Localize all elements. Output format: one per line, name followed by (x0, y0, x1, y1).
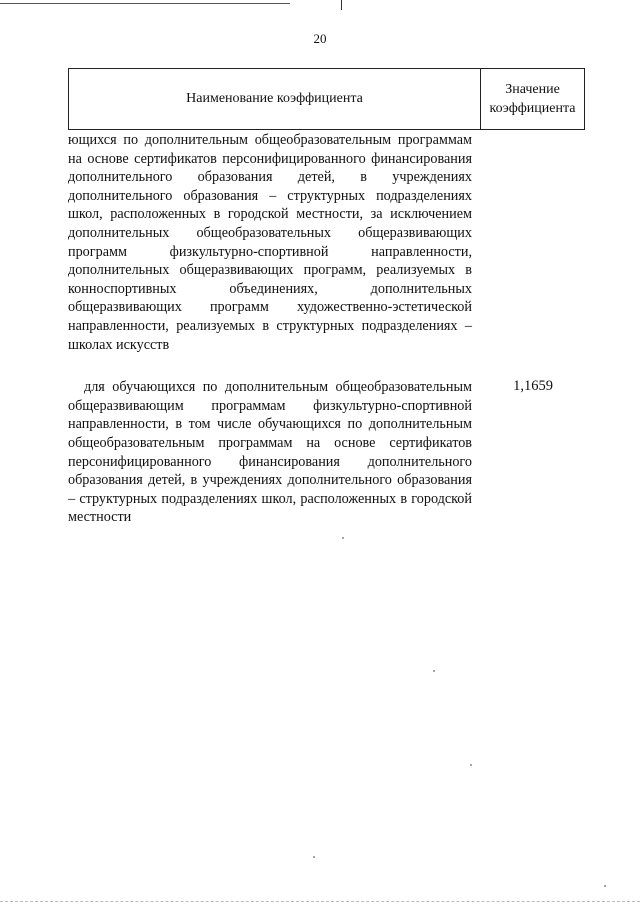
scan-speck (313, 856, 315, 858)
bottom-edge-line (0, 901, 640, 902)
top-edge-mark (341, 0, 342, 10)
table-row (68, 378, 585, 527)
coefficient-table (68, 68, 585, 527)
header-value-cell: Значение коэффициента (489, 82, 576, 116)
coefficient-description: для обучающихся по дополнительным общеобразовательным общеразвивающим программам физкультурно-спортивной направленности, в том числе обучающихся по дополнительным общеобразовательным программам на основе сертификатов персонифицированного финансирования дополнительного образования детей, в учреждениях дополнительного образования – структурных подразделениях школ, расположенных в городской местности (68, 379, 472, 526)
page-number: 20 (313, 31, 327, 46)
table-header (68, 68, 585, 130)
scan-speck (433, 670, 435, 672)
header-name-cell: Наименование коэффициента (69, 69, 481, 129)
table-row (68, 130, 585, 354)
coefficient-value (472, 130, 585, 354)
coefficient-description: ющихся по дополнительным общеобразовательным программам на основе сертификатов персонифицированного финансирования дополнительного образования детей, в учреждениях дополнительного образования – структурных подразделениях школ, расположенных в городской местности, за исключением дополнительных общеобразовательных общеразвивающих программ физкультурно-спортивной направленности, дополнительных общеразвивающих программ, реализуемых в конноспортивных объединениях, дополнительных общеразвивающих программ художественно-эстетической направленности, реализуемых в структурных подразделениях – школах искусств (68, 132, 472, 353)
top-edge-line (0, 3, 290, 4)
coefficient-value: 1,1659 (513, 378, 553, 395)
scan-speck (342, 537, 344, 539)
scan-speck (604, 885, 606, 887)
scan-speck (470, 764, 472, 766)
